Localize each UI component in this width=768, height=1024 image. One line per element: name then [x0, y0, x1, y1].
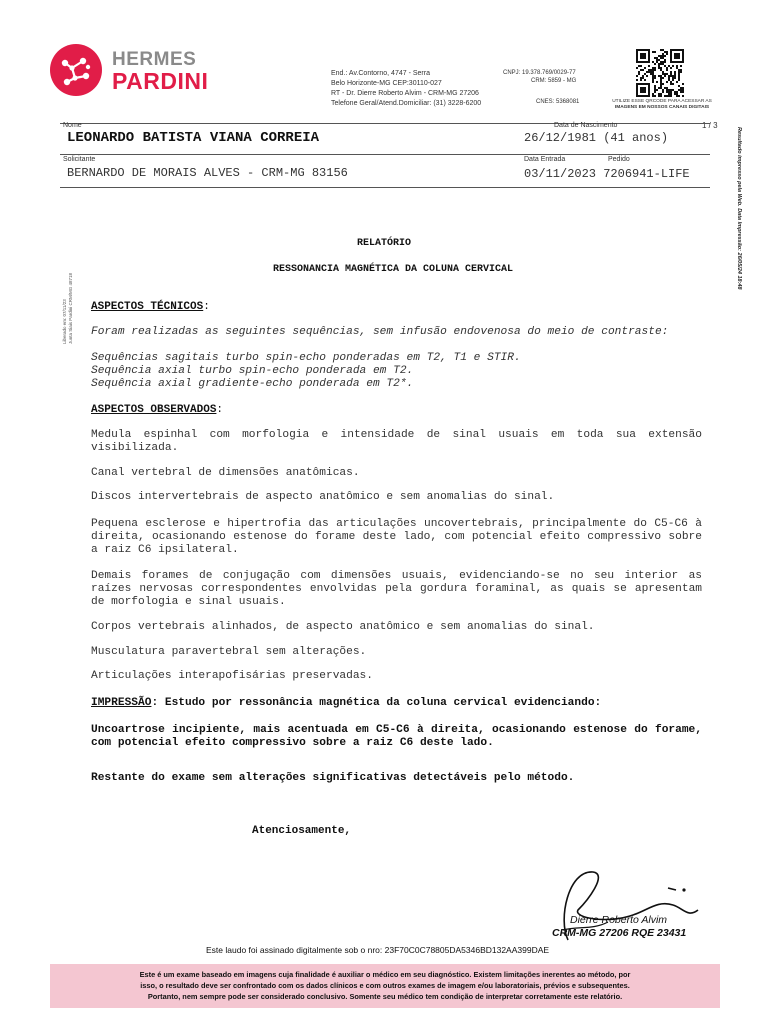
crm-text: CRM: 5859 - MG — [531, 78, 577, 84]
pardini-logo-mark — [50, 44, 102, 96]
cnes-text: CNES: 5368081 — [536, 99, 580, 105]
order-label: Pedido — [608, 156, 630, 163]
requester: BERNARDO DE MORAIS ALVES - CRM-MG 83156 — [67, 166, 348, 180]
tech-heading: ASPECTOS TÉCNICOS: — [91, 301, 210, 313]
qr-caption — [612, 99, 712, 111]
side-release-line1: Liberado em: 07/11/23 — [62, 299, 67, 344]
obs-paragraph-7: Musculatura paravertebral sem alterações. — [91, 646, 367, 658]
brand-line2: PARDINI — [112, 68, 209, 94]
address-block — [331, 69, 511, 109]
disclaimer-line1: Este é um exame baseado em imagens cuja finalidade é auxiliar o médico em seu diagnóstico. Existem limitações inerentes ao método, por — [139, 970, 631, 979]
impression-paragraph-2: Restante do exame sem alterações significativas detectáveis pelo método. — [91, 772, 575, 784]
impression-line — [91, 697, 702, 710]
obs-paragraph-6: Corpos vertebrais alinhados, de aspecto anatômico e sem anomalias do sinal. — [91, 621, 595, 633]
obs-paragraph-8: Articulações interapofisárias preservadas. — [91, 670, 373, 682]
page-number: 1 / 3 — [702, 121, 718, 130]
logo — [50, 44, 230, 96]
report-title: RELATÓRIO — [356, 238, 411, 249]
obs-heading: ASPECTOS OBSERVADOS: — [91, 404, 224, 416]
cnpj-text: CNPJ: 19.378.769/0029-77 — [503, 70, 576, 76]
impression-intro: : Estudo por ressonância magnética da coluna cervical evidenciando: — [151, 697, 602, 709]
divider-mid — [60, 154, 710, 155]
tech-line-1: Foram realizadas as seguintes sequências, sem infusão endovenosa do meio de contraste: — [91, 326, 669, 338]
address-line2: Belo Horizonte-MG CEP:30110-027 — [331, 80, 442, 87]
tech-heading-text: ASPECTOS TÉCNICOS — [91, 301, 204, 313]
tech-line-2: Sequências sagitais turbo spin-echo ponderadas em T2, T1 e STIR. — [91, 352, 521, 364]
signature-name: Dierre Roberto Alvim — [570, 914, 668, 926]
disclaimer-text — [50, 964, 720, 1002]
qr-code-icon — [636, 49, 684, 97]
address-line4: Telefone Geral/Atend.Domiciliar: (31) 3228-6200 — [331, 100, 482, 107]
impression-paragraph-1: Uncoartrose incipiente, mais acentuada em C5-C6 à direita, ocasionando estenose do forame, com potencial efeito compressivo sobre a raiz C6 deste lado. — [91, 724, 702, 749]
closing: Atenciosamente, — [252, 825, 352, 837]
entry-label: Data Entrada — [524, 156, 566, 163]
obs-paragraph-5: Demais forames de conjugação com dimensões usuais, evidenciando-se no seu interior as raízes nervosas correspondentes envolvidas pela gordura foraminal, as quais se apresentam de morfologia e sinal usuais. — [91, 570, 702, 608]
tech-line-4: Sequência axial gradiente-echo ponderada em T2*. — [91, 378, 414, 390]
obs-paragraph-2: Canal vertebral de dimensões anatômicas. — [91, 467, 360, 479]
digital-signature: Este laudo foi assinado digitalmente sob o nro: 23F70C0C78805DA5346BD132AA399DAE — [206, 945, 550, 955]
disclaimer-box — [50, 964, 720, 1008]
address-line1: End.: Av.Contorno, 4747 - Serra — [331, 70, 430, 77]
qr-caption-line2: IMAGENS EM NOSSOS CANAIS DIGITAIS — [614, 105, 710, 110]
dob-label: Data de Nascimento — [554, 122, 618, 129]
obs-paragraph-1: Medula espinhal com morfologia e intensidade de sinal usuais em toda sua extensão visibilizada. — [91, 429, 702, 454]
name-label: Nome — [63, 122, 82, 129]
obs-heading-text: ASPECTOS OBSERVADOS — [91, 404, 217, 416]
tech-line-3: Sequência axial turbo spin-echo ponderada em T2. — [91, 365, 414, 377]
divider-bottom — [60, 187, 710, 188]
brand-line1: HERMES — [112, 49, 197, 70]
disclaimer-line3: Portanto, nem sempre pode ser considerado conclusivo. Somente seu médico tem condição de interpretar corretamente este relatório. — [147, 992, 623, 1001]
requester-label: Solicitante — [63, 156, 96, 163]
obs-paragraph-3: Discos intervertebrais de aspecto anatômico e sem anomalias do sinal. — [91, 491, 555, 503]
exam-title: RESSONANCIA MAGNÉTICA DA COLUNA CERVICAL — [272, 264, 514, 275]
signature-crm: CRM-MG 27206 RQE 23431 — [552, 927, 687, 939]
patient-name: LEONARDO BATISTA VIANA CORREIA — [67, 130, 320, 146]
impression-heading: IMPRESSÃO — [91, 697, 152, 709]
disclaimer-line2: isso, o resultado deve ser confrontado com os dados clínicos e com outros exames de imagem e/ou laboratoriais, prévios e subsequentes. — [140, 981, 630, 990]
patient-dob: 26/12/1981 (41 anos) — [524, 131, 669, 145]
address-line3: RT - Dr. Dierre Roberto Alvim - CRM-MG 27206 — [331, 90, 479, 97]
side-release-note — [62, 273, 74, 344]
side-release-line2: Junta Siais Pardini CRM/MG 48718 — [68, 272, 73, 344]
side-print-note: Resultado impresso pela Web. Data Impressão: 26/05/24 18:48 — [736, 127, 742, 290]
qr-code[interactable] — [636, 49, 684, 97]
entry-order: 03/11/2023 7206941-LIFE — [524, 167, 690, 181]
obs-paragraph-4: Pequena esclerose e hipertrofia das articulações uncovertebrais, principalmente do C5-C6 à direita, ocasionando estenose do forame deste lado, com potencial efeito compressivo sobre a raiz C6 ipsilateral. — [91, 518, 702, 556]
qr-caption-line1: UTILIZE ESSE QRCODE PARA ACESSAR AS — [612, 99, 712, 104]
